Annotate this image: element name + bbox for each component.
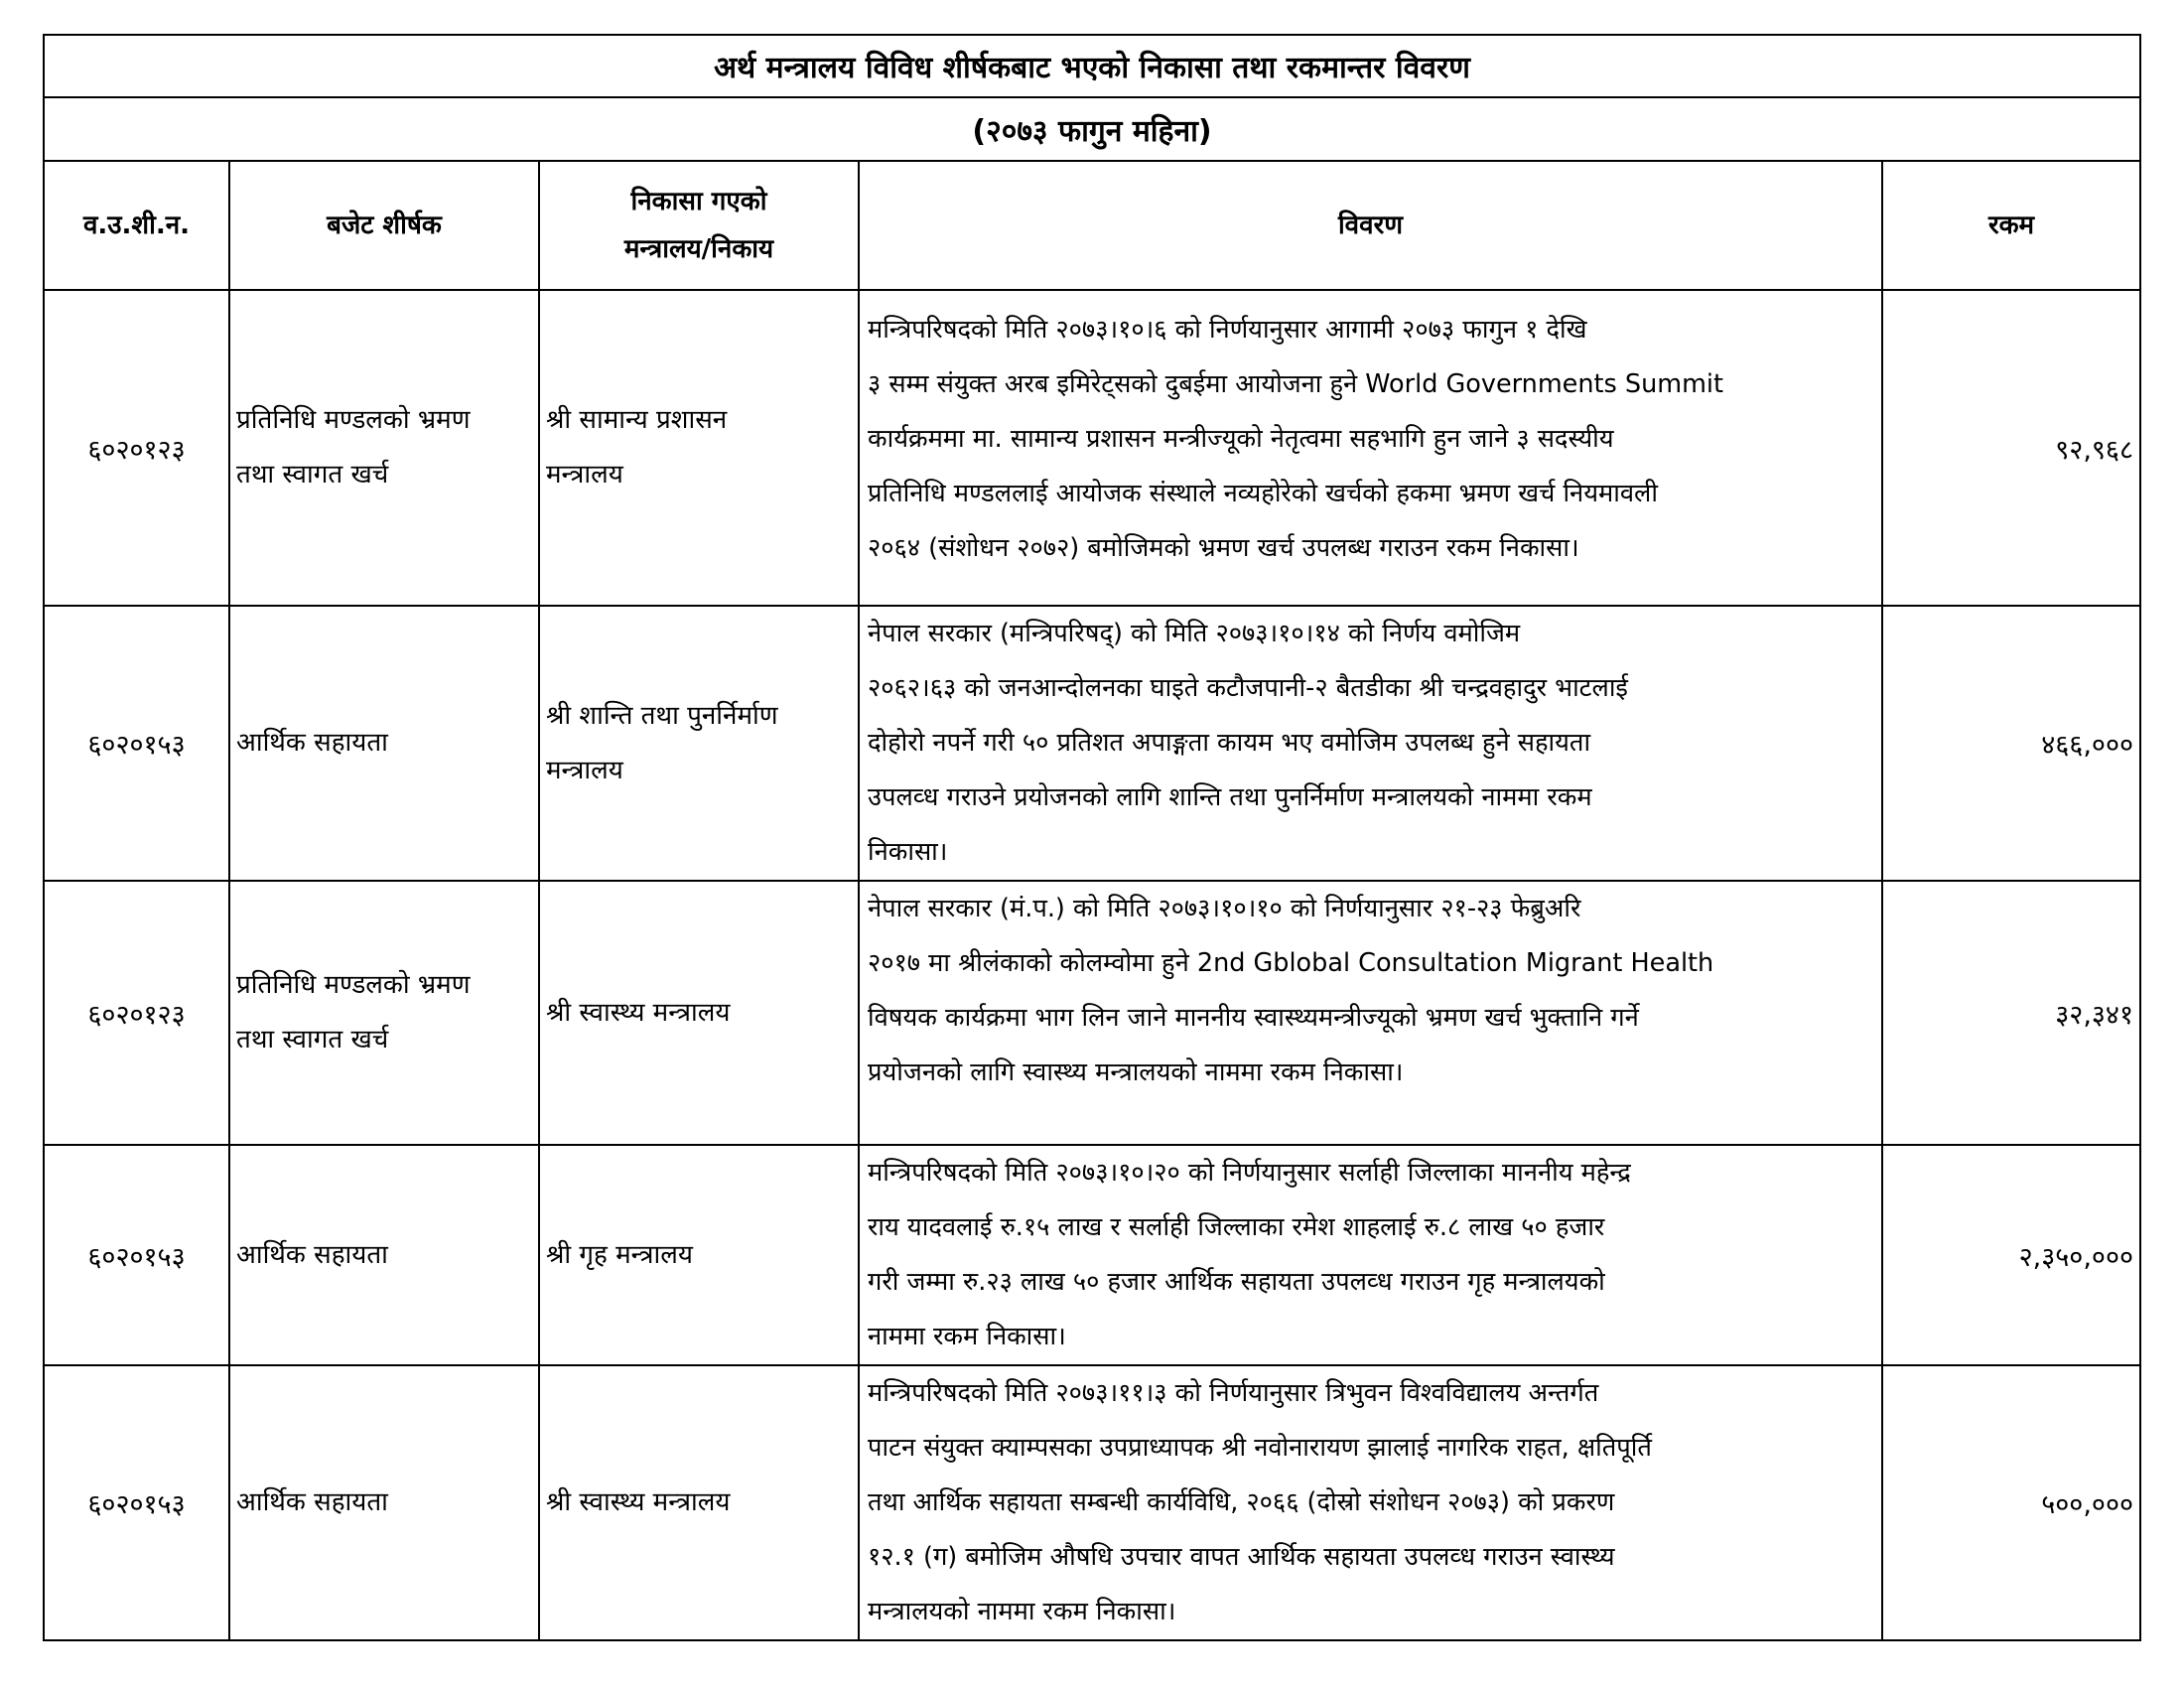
budget-title-cell [229, 606, 539, 881]
description-line: मन्त्रालयको नाममा रकम निकासा। [868, 1597, 1176, 1626]
disbursement-table [43, 34, 2141, 1641]
header-amount: रकम [1882, 161, 2140, 290]
description-line: २०१७ मा श्रीलंकाको कोलम्वोमा हुने 2nd Gblobal Consultation Migrant Health [868, 948, 1714, 978]
description-cell [859, 881, 1882, 1145]
document-subtitle: (२०७३ फागुन महिना) [44, 97, 2140, 161]
budget-title-line: आर्थिक सहायता [236, 728, 388, 758]
table-row [44, 1145, 2140, 1365]
description-line: २०६४ (संशोधन २०७२) बमोजिमको भ्रमण खर्च उपलब्ध गराउन रकम निकासा। [868, 533, 1579, 563]
budget-code-cell: ६०२०१२३ [44, 290, 229, 606]
document-title: अर्थ मन्त्रालय विविध शीर्षकबाट भएको निकासा तथा रकमान्तर विवरण [44, 35, 2140, 97]
budget-title-cell [229, 1365, 539, 1640]
description-line: १२.१ (ग) बमोजिम औषधि उपचार वापत आर्थिक सहायता उपलव्ध गराउन स्वास्थ्य [868, 1542, 1615, 1572]
description-cell [859, 1365, 1882, 1640]
description-line: दोहोरो नपर्ने गरी ५० प्रतिशत अपाङ्गता कायम भए वमोजिम उपलब्ध हुने सहायता [868, 728, 1591, 758]
amount-cell: ९२,९६८ [1882, 290, 2140, 606]
office-cell [539, 290, 859, 606]
table-row [44, 290, 2140, 606]
header-office-line1: निकासा गएको [630, 187, 767, 216]
description-line: राय यादवलाई रु.१५ लाख र सर्लाही जिल्लाका रमेश शाहलाई रु.८ लाख ५० हजार [868, 1212, 1605, 1242]
office-line: श्री सामान्य प्रशासन [546, 405, 728, 435]
budget-title-cell [229, 290, 539, 606]
office-cell [539, 1365, 859, 1640]
budget-title-cell [229, 881, 539, 1145]
description-line: प्रतिनिधि मण्डललाई आयोजक संस्थाले नव्यहोरेको खर्चको हकमा भ्रमण खर्च नियमावली [868, 479, 1658, 508]
budget-title-line: आर्थिक सहायता [236, 1487, 388, 1517]
budget-title-line: आर्थिक सहायता [236, 1239, 388, 1270]
header-office-line2: मन्त्रालय/निकाय [623, 234, 774, 264]
office-line: मन्त्रालय [546, 460, 623, 490]
description-line: निकासा। [868, 837, 948, 867]
description-line: २०६२।६३ को जनआन्दोलनका घाइते कटौजपानी-२ बैतडीका श्री चन्द्रवहादुर भाटलाई [868, 673, 1628, 703]
budget-code-cell: ६०२०१५३ [44, 1365, 229, 1640]
amount-cell: ३२,३४१ [1882, 881, 2140, 1145]
header-code: व.उ.शी.न. [44, 161, 229, 290]
description-line: मन्त्रिपरिषदको मिति २०७३।११।३ को निर्णयानुसार त्रिभुवन विश्वविद्यालय अन्तर्गत [868, 1378, 1599, 1408]
description-cell [859, 1145, 1882, 1365]
office-cell [539, 606, 859, 881]
office-line: मन्त्रालय [546, 755, 623, 785]
description-line: नाममा रकम निकासा। [868, 1322, 1066, 1351]
description-line: उपलव्ध गराउने प्रयोजनको लागि शान्ति तथा पुनर्निर्माण मन्त्रालयको नाममा रकम [868, 782, 1592, 812]
description-line: मन्त्रिपरिषदको मिति २०७३।१०।६ को निर्णयानुसार आगामी २०७३ फागुन १ देखि [868, 315, 1587, 345]
description-cell [859, 290, 1882, 606]
office-line: श्री शान्ति तथा पुनर्निर्माण [546, 700, 778, 731]
table-body [44, 290, 2140, 1640]
description-line: प्रयोजनको लागि स्वास्थ्य मन्त्रालयको नाममा रकम निकासा। [868, 1057, 1404, 1087]
description-line: पाटन संयुक्त क्याम्पसका उपप्राध्यापक श्री नवोनारायण झालाई नागरिक राहत, क्षतिपूर्ति [868, 1433, 1652, 1463]
description-line: नेपाल सरकार (मन्त्रिपरिषद्) को मिति २०७३।१०।१४ को निर्णय वमोजिम [868, 619, 1521, 648]
table-row [44, 606, 2140, 881]
amount-cell: ५००,००० [1882, 1365, 2140, 1640]
budget-code-cell: ६०२०१२३ [44, 881, 229, 1145]
table-row [44, 1365, 2140, 1640]
office-line: श्री स्वास्थ्य मन्त्रालय [546, 997, 731, 1028]
budget-title-line: तथा स्वागत खर्च [236, 1025, 389, 1055]
header-office [539, 161, 859, 290]
office-cell [539, 1145, 859, 1365]
description-cell [859, 606, 1882, 881]
table-row [44, 881, 2140, 1145]
office-line: श्री स्वास्थ्य मन्त्रालय [546, 1487, 731, 1517]
description-line: गरी जम्मा रु.२३ लाख ५० हजार आर्थिक सहायता उपलव्ध गराउन गृह मन्त्रालयको [868, 1267, 1605, 1297]
budget-code-cell: ६०२०१५३ [44, 1145, 229, 1365]
office-line: श्री गृह मन्त्रालय [546, 1239, 693, 1270]
office-cell [539, 881, 859, 1145]
description-line: कार्यक्रममा मा. सामान्य प्रशासन मन्त्रीज्यूको नेतृत्वमा सहभागि हुन जाने ३ सदस्यीय [868, 424, 1614, 454]
budget-code-cell: ६०२०१५३ [44, 606, 229, 881]
budget-title-line: तथा स्वागत खर्च [236, 460, 389, 490]
header-description: विवरण [859, 161, 1882, 290]
description-line: मन्त्रिपरिषदको मिति २०७३।१०।२० को निर्णयानुसार सर्लाही जिल्लाका माननीय महेन्द्र [868, 1158, 1631, 1188]
budget-title-line: प्रतिनिधि मण्डलको भ्रमण [236, 405, 471, 435]
description-line: नेपाल सरकार (मं.प.) को मिति २०७३।१०।१० को निर्णयानुसार २१-२३ फेब्रुअरि [868, 894, 1581, 923]
budget-title-line: प्रतिनिधि मण्डलको भ्रमण [236, 970, 471, 1000]
amount-cell: ४६६,००० [1882, 606, 2140, 881]
header-budget-title: बजेट शीर्षक [229, 161, 539, 290]
description-line: तथा आर्थिक सहायता सम्बन्धी कार्यविधि, २०६६ (दोस्रो संशोधन २०७३) को प्रकरण [868, 1487, 1615, 1517]
budget-title-cell [229, 1145, 539, 1365]
amount-cell: २,३५०,००० [1882, 1145, 2140, 1365]
description-line: ३ सम्म संयुक्त अरब इमिरेट्सको दुबईमा आयोजना हुने World Governments Summit [868, 369, 1724, 399]
table-header-row [44, 161, 2140, 290]
description-line: विषयक कार्यक्रमा भाग लिन जाने माननीय स्वास्थ्यमन्त्रीज्यूको भ्रमण खर्च भुक्तानि गर्ने [868, 1003, 1639, 1033]
